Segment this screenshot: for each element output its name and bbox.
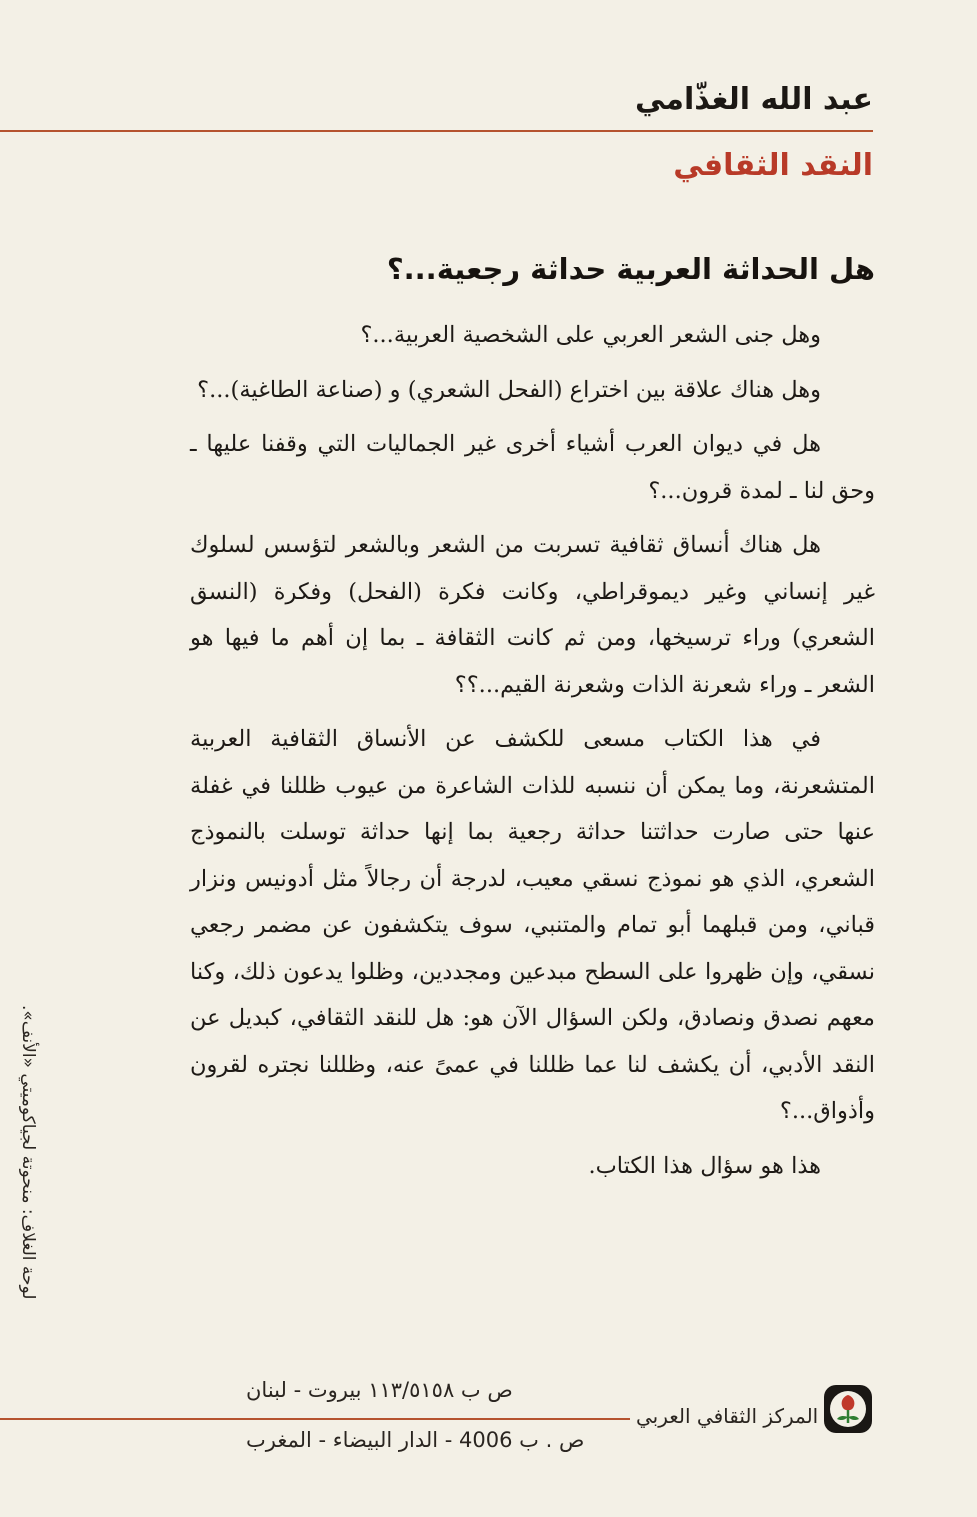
bottom-divider xyxy=(0,1418,630,1420)
headline-question: هل الحداثة العربية حداثة رجعية...؟ xyxy=(386,252,875,286)
address-casablanca: ص . ب 4006 - الدار البيضاء - المغرب xyxy=(246,1428,585,1452)
publisher-name: المركز الثقافي العربي xyxy=(636,1404,819,1428)
blurb-paragraph: هل هناك أنساق ثقافية تسربت من الشعر وبالشعر لتؤسس لسلوك غير إنساني وغير ديموقراطي، وكانت فكرة (الفحل) وفكرة (النسق الشعري) وراء ترسيخها، ومن ثم كانت الثقافة ـ بما إن أهم ما فيها هو الشعر ـ وراء شعرنة الذات وشعرنة القيم...؟؟ xyxy=(190,532,875,698)
book-title: النقد الثقافي xyxy=(673,148,873,183)
blurb-paragraph: وهل جنى الشعر العربي على الشخصية العربية...؟ xyxy=(360,322,821,348)
author-name: عبد الله الغذّامي xyxy=(635,82,873,117)
cover-art-caption: لوحة الغلاف: منحوتة لجياكوميتي «الأنف». xyxy=(18,1005,38,1300)
blurb-text xyxy=(190,312,875,1197)
top-divider xyxy=(0,130,873,132)
blurb-paragraph: في هذا الكتاب مسعى للكشف عن الأنساق الثقافية العربية المتشعرنة، وما يمكن أن ننسبه للذات الشاعرة من عيوب ظللنا في غفلة عنها حتى صارت حداثتنا حداثة رجعية بما إنها حداثة توسلت بالنموذج الشعري، الذي هو نموذج نسقي معيب، لدرجة أن رجالاً مثل أدونيس ونزار قباني، ومن قبلهما أبو تمام والمتنبي، سوف يتكشفون عن مضمر رجعي نسقي، وإن ظهروا على السطح مبدعين ومجددين، وظلوا يدعون ذلك، وكنا معهم نصدق ونصادق، ولكن السؤال الآن هو: هل للنقد الثقافي، كبديل عن النقد الأدبي، أن يكشف لنا عما ظللنا في عمىً عنه، وظللنا نجتره لقرون وأذواق...؟ xyxy=(190,726,875,1124)
rose-logo-icon xyxy=(822,1383,874,1435)
closing-line: هذا هو سؤال هذا الكتاب. xyxy=(588,1152,821,1179)
blurb-paragraph: وهل هناك علاقة بين اختراع (الفحل الشعري) و (صناعة الطاغية)...؟ xyxy=(197,376,821,403)
address-beirut: ص ب ١١٣/٥١٥٨ بيروت - لبنان xyxy=(246,1378,513,1402)
blurb-paragraph: هل في ديوان العرب أشياء أخرى غير الجماليات التي وقفنا عليها ـ وحق لنا ـ لمدة قرون...؟ xyxy=(190,431,875,504)
